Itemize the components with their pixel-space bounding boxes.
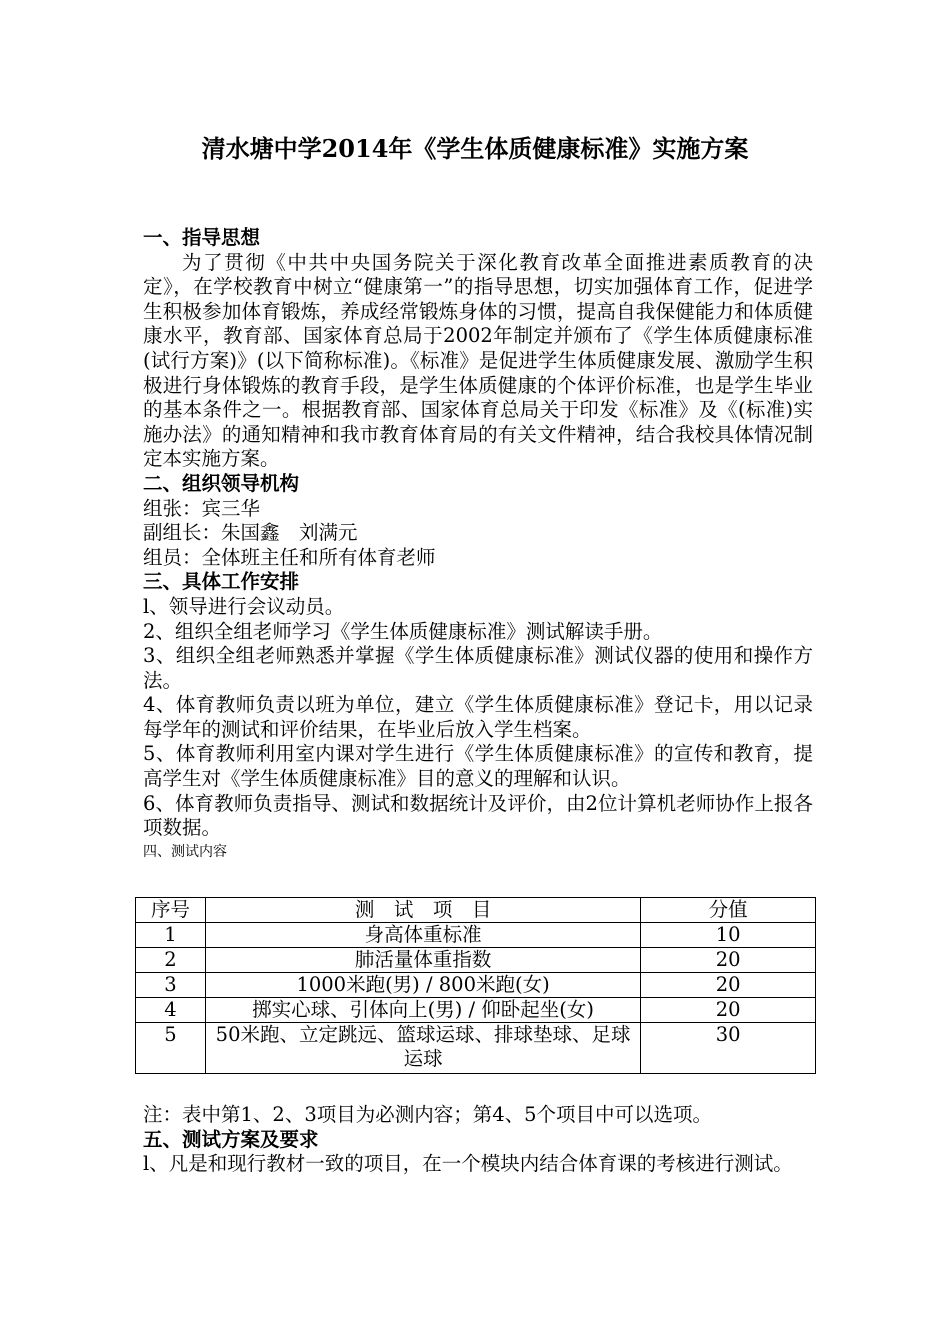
table-cell: 1	[136, 923, 206, 948]
table-cell: 3	[136, 973, 206, 998]
section3-item: 4、体育教师负责以班为单位，建立《学生体质健康标准》登记卡，用以记录每学年的测试和评价结果，在毕业后放入学生档案。	[143, 693, 813, 741]
section2-deputy: 副组长：朱国鑫 刘满元	[143, 521, 358, 545]
table-cell: 20	[641, 948, 816, 973]
table-row	[136, 923, 816, 948]
section3-item: 6、体育教师负责指导、测试和数据统计及评价，由2位计算机老师协作上报各项数据。	[143, 791, 813, 840]
section2-leader: 组张：宾三华	[143, 496, 261, 520]
document-title: 清水塘中学2014年《学生体质健康标准》实施方案	[201, 134, 749, 163]
table-cell: 20	[641, 973, 816, 998]
after-table-body	[143, 1103, 813, 1177]
table-note: 注：表中第1、2、3项目为必测内容；第4、5个项目中可以选项。	[143, 1103, 713, 1126]
section3-item: 2、组织全组老师学习《学生体质健康标准》测试解读手册。	[143, 619, 663, 643]
table-header: 分值	[641, 898, 816, 923]
section3-item: l、领导进行会议动员。	[143, 594, 345, 618]
section4-heading: 四、测试内容	[143, 843, 227, 860]
table-cell: 肺活量体重指数	[205, 948, 640, 973]
section2-heading: 二、组织领导机构	[143, 471, 300, 495]
table-cell: 30	[641, 1023, 816, 1074]
section3-item: 5、体育教师利用室内课对学生进行《学生体质健康标准》的宣传和教育，提高学生对《学生体质健康标准》目的意义的理解和认识。	[143, 742, 813, 791]
table-cell: 身高体重标准	[205, 923, 640, 948]
table-row	[136, 948, 816, 973]
table-row	[136, 973, 816, 998]
table-cell: 掷实心球、引体向上(男) / 仰卧起坐(女)	[205, 998, 640, 1023]
document-body	[143, 226, 813, 861]
section2-members: 组员：全体班主任和所有体育老师	[143, 545, 436, 569]
table-row	[136, 1023, 816, 1074]
table-row	[136, 998, 816, 1023]
table-cell: 4	[136, 998, 206, 1023]
table-cell: 50米跑、立定跳远、篮球运球、排球垫球、足球运球	[205, 1023, 640, 1074]
section5-item: l、凡是和现行教材一致的项目，在一个模块内结合体育课的考核进行测试。	[143, 1152, 793, 1176]
table-header: 序号	[136, 898, 206, 923]
table-cell: 5	[136, 1023, 206, 1074]
section3-heading: 三、具体工作安排	[143, 570, 300, 594]
section5-heading: 五、测试方案及要求	[143, 1127, 319, 1151]
table-cell: 2	[136, 948, 206, 973]
table-cell: 10	[641, 923, 816, 948]
table-header: 测 试 项 目	[205, 898, 640, 923]
table-cell: 20	[641, 998, 816, 1023]
table-header-row	[136, 898, 816, 923]
section3-item: 3、组织全组老师熟悉并掌握《学生体质健康标准》测试仪器的使用和操作方法。	[143, 644, 813, 692]
section1-text: 为了贯彻《中共中央国务院关于深化教育改革全面推进素质教育的决定》，在学校教育中树立“健康第一”的指导思想，切实加强体育工作，促进学生积极参加体育锻炼，养成经常锻炼身体的习惯，提高自我保健能力和体质健康水平，教育部、国家体育总局于2002年制定并颁布了《学生体质健康标准(试行方案)》(以下简称标准)。《标准》是促进学生体质健康发展、激励学生积极进行身体锻炼的教育手段，是学生体质健康的个体评价标准，也是学生毕业的基本条件之一。根据教育部、国家体育总局关于印发《标准》及《(标准)实施办法》的通知精神和我市教育体育局的有关文件精神，结合我校具体情况制定本实施方案。	[143, 250, 813, 471]
section1-heading: 一、指导思想	[143, 226, 261, 249]
test-content-table	[135, 897, 816, 1074]
table-cell: 1000米跑(男) / 800米跑(女)	[205, 973, 640, 998]
